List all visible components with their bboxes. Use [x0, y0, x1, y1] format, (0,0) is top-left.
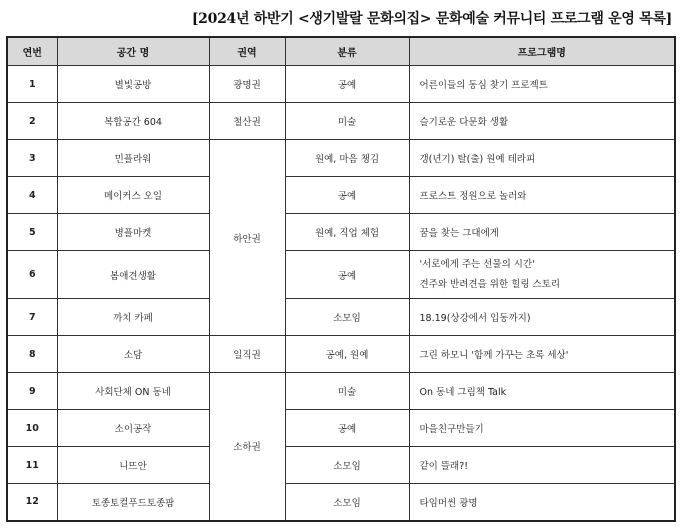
row-space: 소담: [57, 336, 209, 373]
row-space: 까치 카페: [57, 299, 209, 336]
table-row: [7, 251, 675, 299]
row-program: 타임머씬 광명: [409, 484, 675, 521]
row-no: 12: [7, 484, 57, 521]
row-category: 소모임: [285, 484, 409, 521]
row-no: 5: [7, 214, 57, 251]
row-no: 6: [7, 251, 57, 299]
row-program: 갱(년기) 탈(출) 원예 테라피: [409, 140, 675, 177]
row-program: 마을친구만들기: [409, 410, 675, 447]
header-space: 공간 명: [57, 37, 209, 66]
table-row: [7, 177, 675, 214]
header-program: 프로그램명: [409, 37, 675, 66]
row-no: 2: [7, 103, 57, 140]
table-row: [7, 447, 675, 484]
row-no: 8: [7, 336, 57, 373]
row-category: 원예, 마음 챙김: [285, 140, 409, 177]
row-category: 미술: [285, 373, 409, 410]
header-region: 권역: [209, 37, 285, 66]
table-row: [7, 66, 675, 103]
row-category: 공예: [285, 66, 409, 103]
header-category: 분류: [285, 37, 409, 66]
row-region: 광명권: [209, 66, 285, 103]
row-no: 7: [7, 299, 57, 336]
header-no: 연번: [7, 37, 57, 66]
row-category: 소모임: [285, 299, 409, 336]
row-region: 소하권: [209, 373, 285, 521]
row-category: 소모임: [285, 447, 409, 484]
row-program: 같이 뜰래?!: [409, 447, 675, 484]
row-program: 슬기로운 다문화 생활: [409, 103, 675, 140]
program-table: [6, 36, 676, 522]
row-program-line1: '서로에게 주는 선물의 시간': [419, 258, 535, 270]
row-program: 18.19(상강에서 입동까지): [409, 299, 675, 336]
row-region: 하안권: [209, 140, 285, 336]
row-program: On 동네 그림책 Talk: [409, 373, 675, 410]
row-category: 원예, 직업 체험: [285, 214, 409, 251]
row-category: 공예, 원예: [285, 336, 409, 373]
row-region: 철산권: [209, 103, 285, 140]
table-row: [7, 410, 675, 447]
row-space: 복합공간 604: [57, 103, 209, 140]
row-space: 니뜨안: [57, 447, 209, 484]
table-row: [7, 103, 675, 140]
row-no: 3: [7, 140, 57, 177]
table-row: [7, 140, 675, 177]
row-space: 사회단체 ON 동네: [57, 373, 209, 410]
row-no: 1: [7, 66, 57, 103]
table-row: [7, 299, 675, 336]
row-no: 10: [7, 410, 57, 447]
table-row: [7, 373, 675, 410]
row-no: 4: [7, 177, 57, 214]
row-program-line2: 견주와 반려견을 위한 힐링 스토리: [419, 278, 561, 290]
row-program: 꿈을 찾는 그대에게: [409, 214, 675, 251]
document-title: [2024년 하반기 <생기발랄 문화의집> 문화예술 커뮤니티 프로그램 운영 목록]: [191, 11, 672, 27]
row-program: [409, 251, 675, 299]
row-no: 9: [7, 373, 57, 410]
row-space: 메이커스 오일: [57, 177, 209, 214]
row-category: 공예: [285, 177, 409, 214]
row-program: 그린 하모니 '함께 가꾸는 초록 세상': [409, 336, 675, 373]
table-header-row: [7, 37, 675, 66]
row-category: 공예: [285, 251, 409, 299]
row-category: 공예: [285, 410, 409, 447]
table-row: [7, 336, 675, 373]
row-space: 별빛공방: [57, 66, 209, 103]
row-category: 미술: [285, 103, 409, 140]
row-region: 일직권: [209, 336, 285, 373]
row-space: 민플라워: [57, 140, 209, 177]
row-no: 11: [7, 447, 57, 484]
row-space: 봄애견생활: [57, 251, 209, 299]
table-row: [7, 484, 675, 521]
row-space: 병플마켓: [57, 214, 209, 251]
table-row: [7, 214, 675, 251]
row-program: 어른이들의 동심 찾기 프로젝트: [409, 66, 675, 103]
row-space: 토종토컬푸드토종팜: [57, 484, 209, 521]
row-space: 소이공작: [57, 410, 209, 447]
row-program: 프로스트 정원으로 놀러와: [409, 177, 675, 214]
